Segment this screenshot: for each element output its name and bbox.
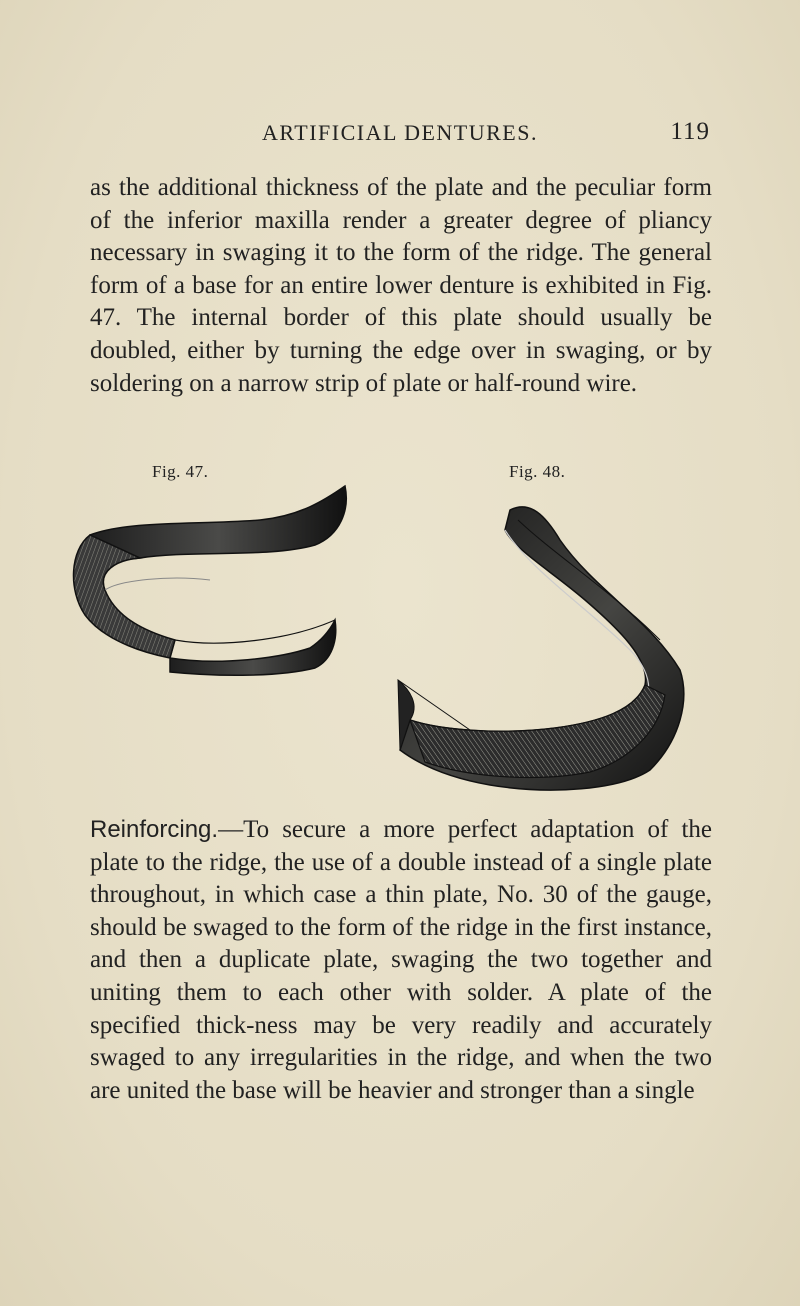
fig-47-upper-arm [90,486,346,559]
page-number: 119 [670,118,710,145]
fig-47-caption: Fig. 47. [152,462,209,481]
paragraph-1: as the additional thickness of the plate and the peculiar form of the inferior maxilla render a greater degree of pliancy necessary in swaging it to the form of the ridge. The general form of a base for an entire lower denture is exhibited in Fig. 47. The internal border of this plate should usually be doubled, either by turning the edge over in swaging, or by soldering on a narrow strip of plate or half-round wire. [90,174,712,397]
page-header [90,118,710,152]
fig-47-lower-arm [170,620,336,675]
fig-48-illustration [380,480,700,800]
paragraph-2-body: —To secure a more perfect adaptation of the plate to the ridge, the use of a double instead of a single plate throughout, in which case a thin plate, No. 30 of the gauge, should be swaged to the form of the ridge in the first instance, and then a duplicate plate, swaging the two together and uniting them to each other with solder. A plate of the specified thick-ness may be very readily and accurately swaged to any irregularities in the ridge, and when the two are united the base will be heavier and stronger than a single [90,816,712,1104]
fig-47-illustration [60,480,360,680]
fig-48-caption: Fig. 48. [509,462,566,481]
paragraph-2 [90,814,712,1107]
running-head: ARTIFICIAL DENTURES. [262,120,538,145]
paragraph-2-lead: Reinforcing. [90,816,219,843]
